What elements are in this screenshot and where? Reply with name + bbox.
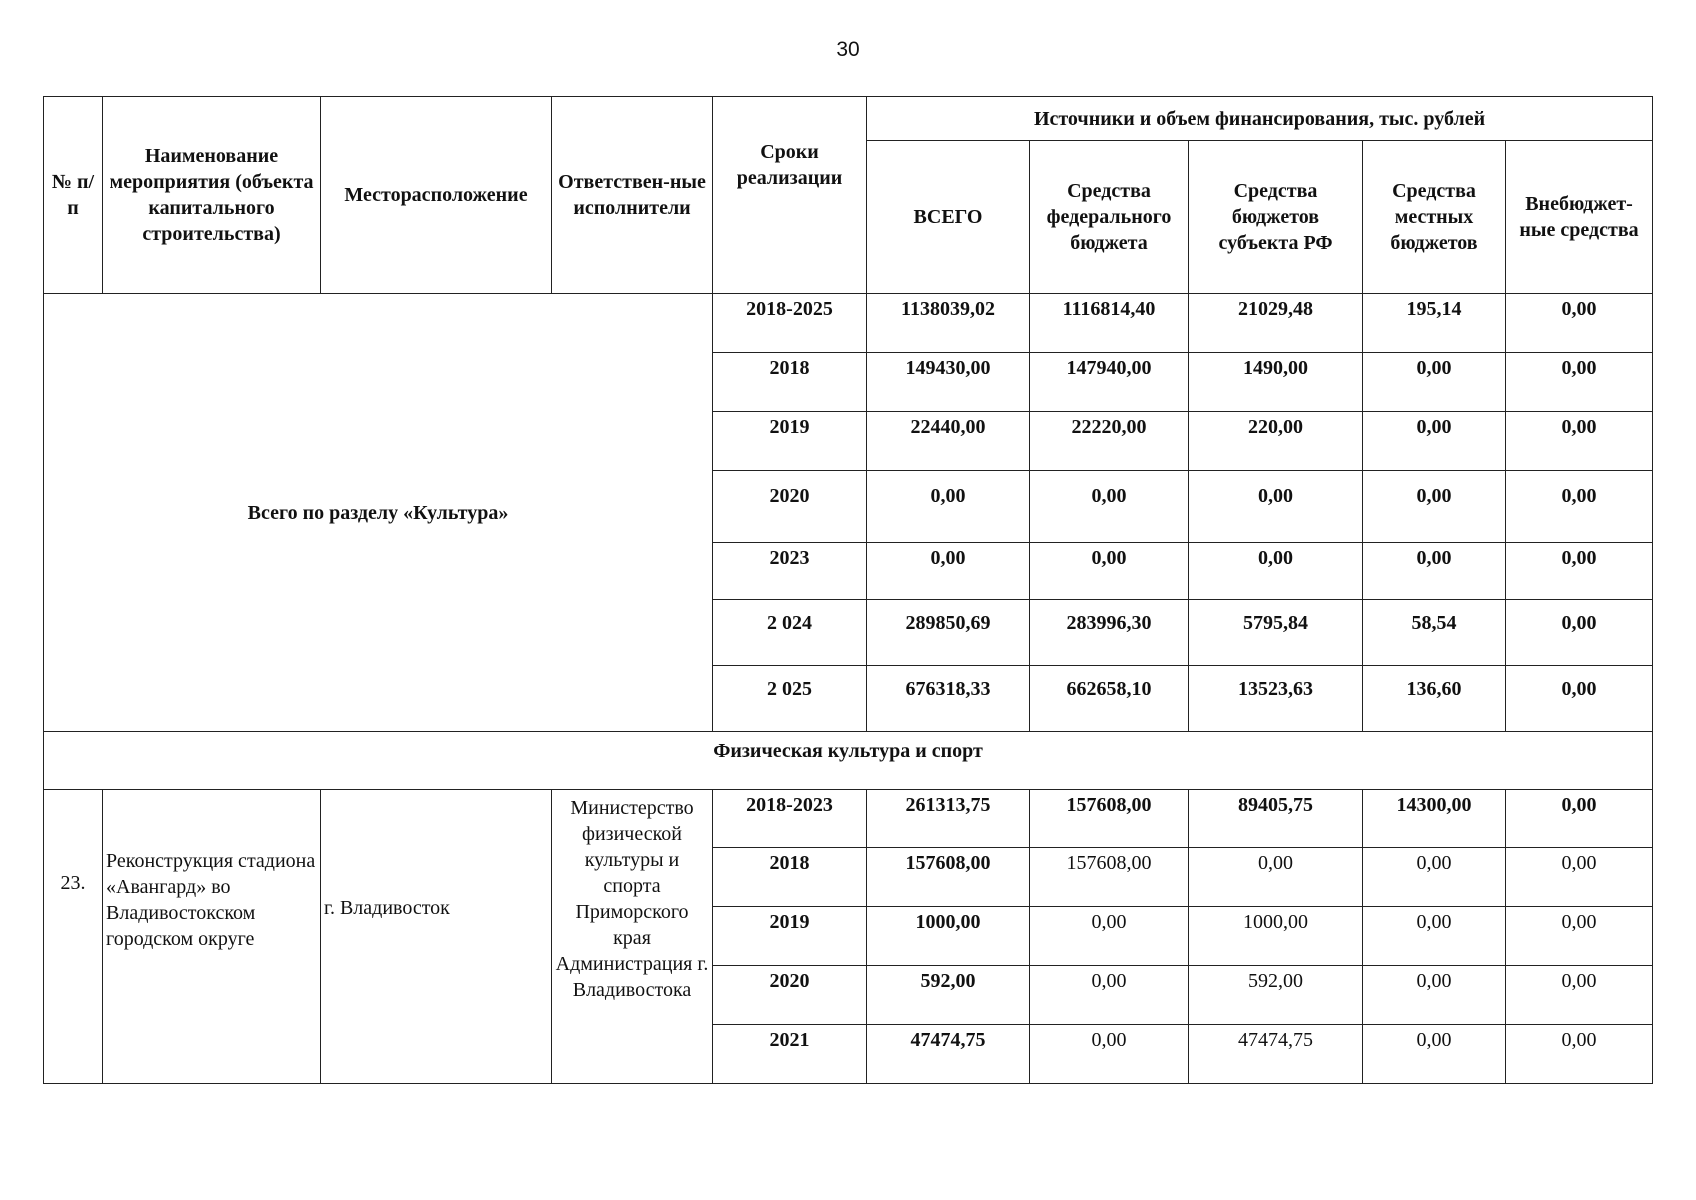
header-location: Месторасположение [321,97,552,294]
total-cell: 676318,33 [867,666,1030,732]
extra-cell: 0,00 [1506,848,1653,907]
total-cell: 1138039,02 [867,294,1030,353]
total-cell: 149430,00 [867,353,1030,412]
period-cell: 2023 [713,543,867,600]
total-cell: 289850,69 [867,600,1030,666]
total-cell: 592,00 [867,966,1030,1025]
header-federal: Средства федерального бюджета [1030,141,1189,294]
federal-cell: 22220,00 [1030,412,1189,471]
financing-table [43,96,1653,1084]
regional-cell: 0,00 [1189,471,1363,543]
federal-cell: 147940,00 [1030,353,1189,412]
extra-cell: 0,00 [1506,790,1653,848]
period-cell: 2018-2025 [713,294,867,353]
culture-total-label: Всего по разделу «Культура» [44,294,713,732]
local-cell: 195,14 [1363,294,1506,353]
header-extrabudget: Внебюджет-ные средства [1506,141,1653,294]
section-row [44,732,1653,790]
item-number: 23. [44,790,103,1084]
extra-cell: 0,00 [1506,907,1653,966]
extra-cell: 0,00 [1506,966,1653,1025]
regional-cell: 21029,48 [1189,294,1363,353]
header-sources: Источники и объем финансирования, тыс. рублей [867,97,1653,141]
header-regional: Средства бюджетов субъекта РФ [1189,141,1363,294]
extra-cell: 0,00 [1506,412,1653,471]
regional-cell: 1490,00 [1189,353,1363,412]
local-cell: 0,00 [1363,471,1506,543]
local-cell: 0,00 [1363,353,1506,412]
regional-cell: 1000,00 [1189,907,1363,966]
header-total: ВСЕГО [867,141,1030,294]
section-sport-title: Физическая культура и спорт [44,732,1653,790]
federal-cell: 157608,00 [1030,848,1189,907]
item-name: Реконструкция стадиона «Авангард» во Владивостокском городском округе [103,790,321,1084]
total-cell: 1000,00 [867,907,1030,966]
header-row-1 [44,97,1653,141]
federal-cell: 1116814,40 [1030,294,1189,353]
item-responsible: Министерство физической культуры и спорта Приморского края Администрация г. Владивостока [552,790,713,1084]
total-cell: 47474,75 [867,1025,1030,1084]
local-cell: 58,54 [1363,600,1506,666]
local-cell: 0,00 [1363,543,1506,600]
federal-cell: 0,00 [1030,471,1189,543]
period-cell: 2020 [713,966,867,1025]
local-cell: 0,00 [1363,848,1506,907]
header-name: Наименование мероприятия (объекта капитального строительства) [103,97,321,294]
federal-cell: 0,00 [1030,966,1189,1025]
total-cell: 0,00 [867,471,1030,543]
regional-cell: 0,00 [1189,848,1363,907]
regional-cell: 89405,75 [1189,790,1363,848]
regional-cell: 13523,63 [1189,666,1363,732]
header-num: № п/п [44,97,103,294]
extra-cell: 0,00 [1506,294,1653,353]
header-local: Средства местных бюджетов [1363,141,1506,294]
regional-cell: 0,00 [1189,543,1363,600]
total-cell: 22440,00 [867,412,1030,471]
local-cell: 0,00 [1363,966,1506,1025]
regional-cell: 592,00 [1189,966,1363,1025]
extra-cell: 0,00 [1506,666,1653,732]
period-cell: 2 024 [713,600,867,666]
period-cell: 2018-2023 [713,790,867,848]
extra-cell: 0,00 [1506,471,1653,543]
total-cell: 0,00 [867,543,1030,600]
header-responsible: Ответствен-ные исполнители [552,97,713,294]
federal-cell: 0,00 [1030,1025,1189,1084]
page-number: 30 [836,38,860,61]
federal-cell: 0,00 [1030,543,1189,600]
regional-cell: 5795,84 [1189,600,1363,666]
period-cell: 2018 [713,353,867,412]
federal-cell: 662658,10 [1030,666,1189,732]
federal-cell: 0,00 [1030,907,1189,966]
period-cell: 2019 [713,907,867,966]
federal-cell: 157608,00 [1030,790,1189,848]
local-cell: 14300,00 [1363,790,1506,848]
federal-cell: 283996,30 [1030,600,1189,666]
local-cell: 0,00 [1363,1025,1506,1084]
culture-total-row [44,294,1653,353]
local-cell: 136,60 [1363,666,1506,732]
period-cell: 2019 [713,412,867,471]
item-location: г. Владивосток [321,790,552,1084]
local-cell: 0,00 [1363,412,1506,471]
extra-cell: 0,00 [1506,600,1653,666]
local-cell: 0,00 [1363,907,1506,966]
total-cell: 157608,00 [867,848,1030,907]
header-period: Сроки реализации [713,97,867,294]
total-cell: 261313,75 [867,790,1030,848]
extra-cell: 0,00 [1506,1025,1653,1084]
regional-cell: 220,00 [1189,412,1363,471]
period-cell: 2 025 [713,666,867,732]
extra-cell: 0,00 [1506,543,1653,600]
extra-cell: 0,00 [1506,353,1653,412]
period-cell: 2021 [713,1025,867,1084]
regional-cell: 47474,75 [1189,1025,1363,1084]
period-cell: 2018 [713,848,867,907]
period-cell: 2020 [713,471,867,543]
item-row [44,790,1653,848]
